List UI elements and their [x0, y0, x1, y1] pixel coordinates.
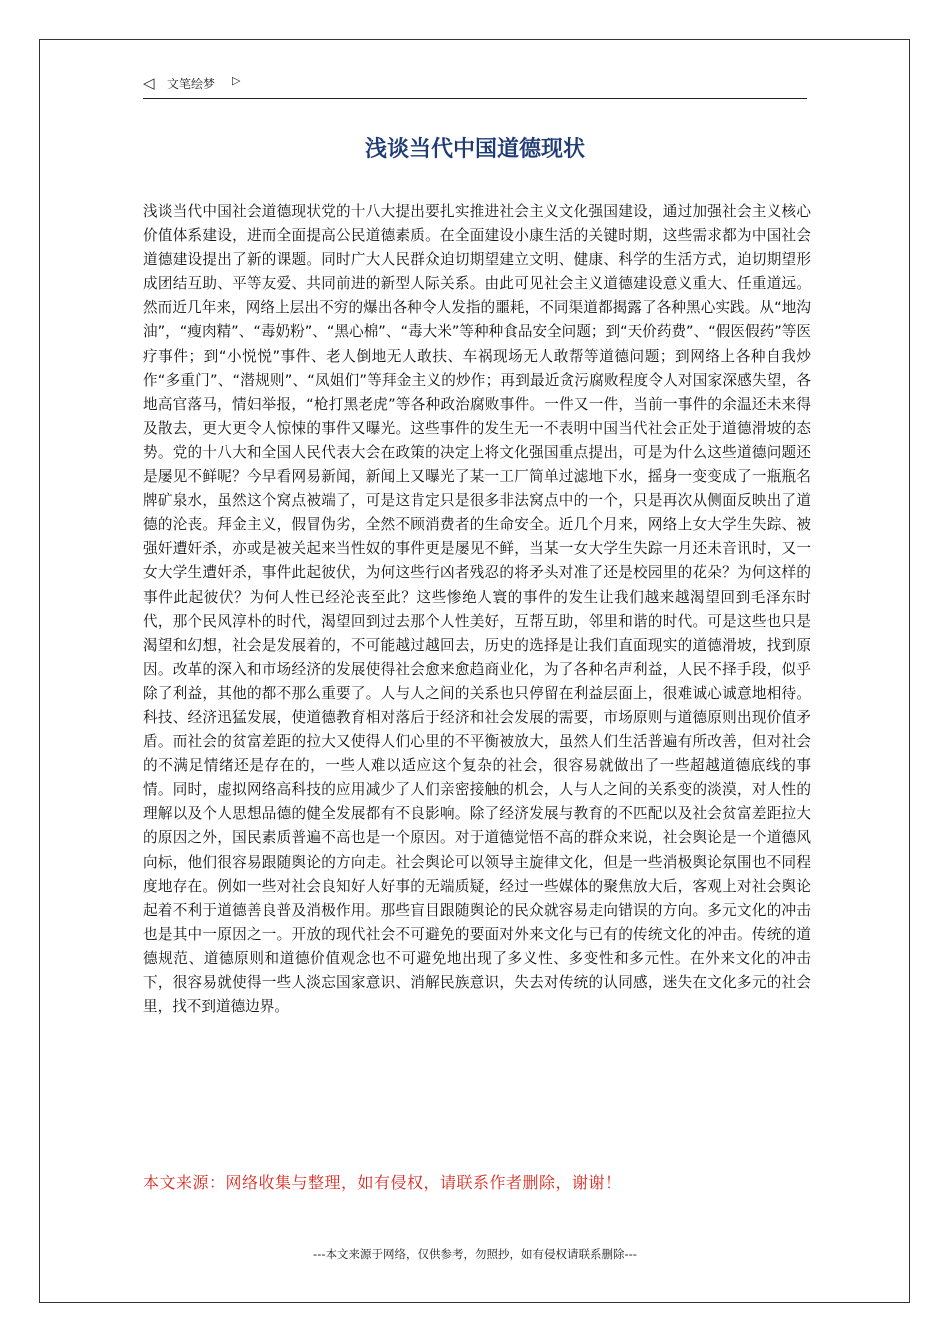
source-note: 本文来源：网络收集与整理，如有侵权，请联系作者删除，谢谢！	[143, 1173, 622, 1192]
page-header	[143, 74, 807, 99]
page-footer: ---本文来源于网络，仅供参考，勿照抄，如有侵权请联系删除---	[313, 1247, 637, 1261]
document-title: 浅谈当代中国道德现状	[364, 137, 585, 162]
header-brand: 文笔绘梦	[167, 77, 216, 91]
document-body: 浅谈当代中国社会道德现状党的十八大提出要扎实推进社会主义文化强国建设，通过加强社会主义核心价值体系建设，进而全面提高公民道德素质。在全面建设小康生活的关键时期，这些需求都为中国社会道德建设提出了新的课题。同时广大人民群众迫切期望建立文明、健康、科学的生活方式，迫切期望形成团结互助、平等友爱、共同前进的新型人际关系。由此可见社会主义道德建设意义重大、任重道远。然而近几年来，网络上层出不穷的爆出各种令人发指的噩耗，不同渠道都揭露了各种黑心实践。从“地沟油”，“瘦肉精”、“毒奶粉”、“黑心棉”、“毒大米”等种种食品安全问题；到“天价药费”、“假医假药”等医疗事件；到“小悦悦”事件、老人倒地无人敢扶、车祸现场无人敢帮等道德问题；到网络上各种自我炒作“多重门”、“潜规则”、“凤姐们”等拜金主义的炒作；再到最近贪污腐败程度令人对国家深感失望，各地高官落马，情妇举报，“枪打黑老虎”等各种政治腐败事件。一件又一件，当前一事件的余温还未来得及散去，更大更令人惊悚的事件又曝光。这些事件的发生无一不表明中国当代社会正处于道德滑坡的态势。党的十八大和全国人民代表大会在政策的决定上将文化强国重点提出，可是为什么这些道德问题还是屡见不鲜呢？今早看网易新闻，新闻上又曝光了某一工厂简单过滤地下水，摇身一变变成了一瓶瓶名牌矿泉水，虽然这个窝点被端了，可是这肯定只是很多非法窝点中的一个，只是再次从侧面反映出了道德的沦丧。拜金主义，假冒伪劣，全然不顾消费者的生命安全。近几个月来，网络上女大学生失踪、被强奸遭奸杀，亦或是被关起来当性奴的事件更是屡见不鲜，当某一女大学生失踪一月还未音讯时，又一女大学生遭奸杀，事件此起彼伏，为何这些行凶者残忍的将矛头对准了还是校园里的花朵？为何这样的事件此起彼伏？为何人性已经沦丧至此？这些惨绝人寰的事件的发生让我们越来越渴望回到毛泽东时代，那个民风淳朴的时代，渴望回到过去那个人性美好，互帮互助，邻里和谐的时代。可是这些也只是渴望和幻想，社会是发展着的，不可能越过越回去，历史的选择是让我们直面现实的道德滑坡，找到原因。改革的深入和市场经济的发展使得社会愈来愈趋商业化，为了各种名声利益，人民不择手段，似乎除了利益，其他的都不那么重要了。人与人之间的关系也只停留在利益层面上，很难诚心诚意地相待。科技、经济迅猛发展，使道德教育相对落后于经济和社会发展的需要，市场原则与道德原则出现价值矛盾。而社会的贫富差距的拉大又使得人们心里的不平衡被放大，虽然人们生活普遍有所改善，但对社会的不满足情绪还是存在的，一些人难以适应这个复杂的社会，很容易就做出了一些超越道德底线的事情。同时，虚拟网络高科技的应用减少了人们亲密接触的机会，人与人之间的关系变的淡漠，对人性的理解以及个人思想品德的健全发展都有不良影响。除了经济发展与教育的不匹配以及社会贫富差距拉大的原因之外，国民素质普遍不高也是一个原因。对于道德觉悟不高的群众来说，社会舆论是一个道德风向标，他们很容易跟随舆论的方向走。社会舆论可以领导主旋律文化，但是一些消极舆论氛围也不同程度地存在。例如一些对社会良知好人好事的无端质疑，经过一些媒体的聚焦放大后，客观上对社会舆论起着不利于道德善良普及消极作用。那些盲目跟随舆论的民众就容易走向错误的方向。多元文化的冲击也是其中一原因之一。开放的现代社会不可避免的要面对外来文化与已有的传统文化的冲击。传统的道德规范、道德原则和道德价值观念也不可避免地出现了多义性、多变性和多元性。在外来文化的冲击下，很容易就使得一些人淡忘国家意识、消解民族意识，失去对传统的认同感，迷失在文化多元的社会里，找不到道德边界。	[143, 203, 811, 1016]
triangle-left-icon: ◁	[143, 74, 155, 92]
triangle-right-icon: ▷	[232, 74, 241, 87]
